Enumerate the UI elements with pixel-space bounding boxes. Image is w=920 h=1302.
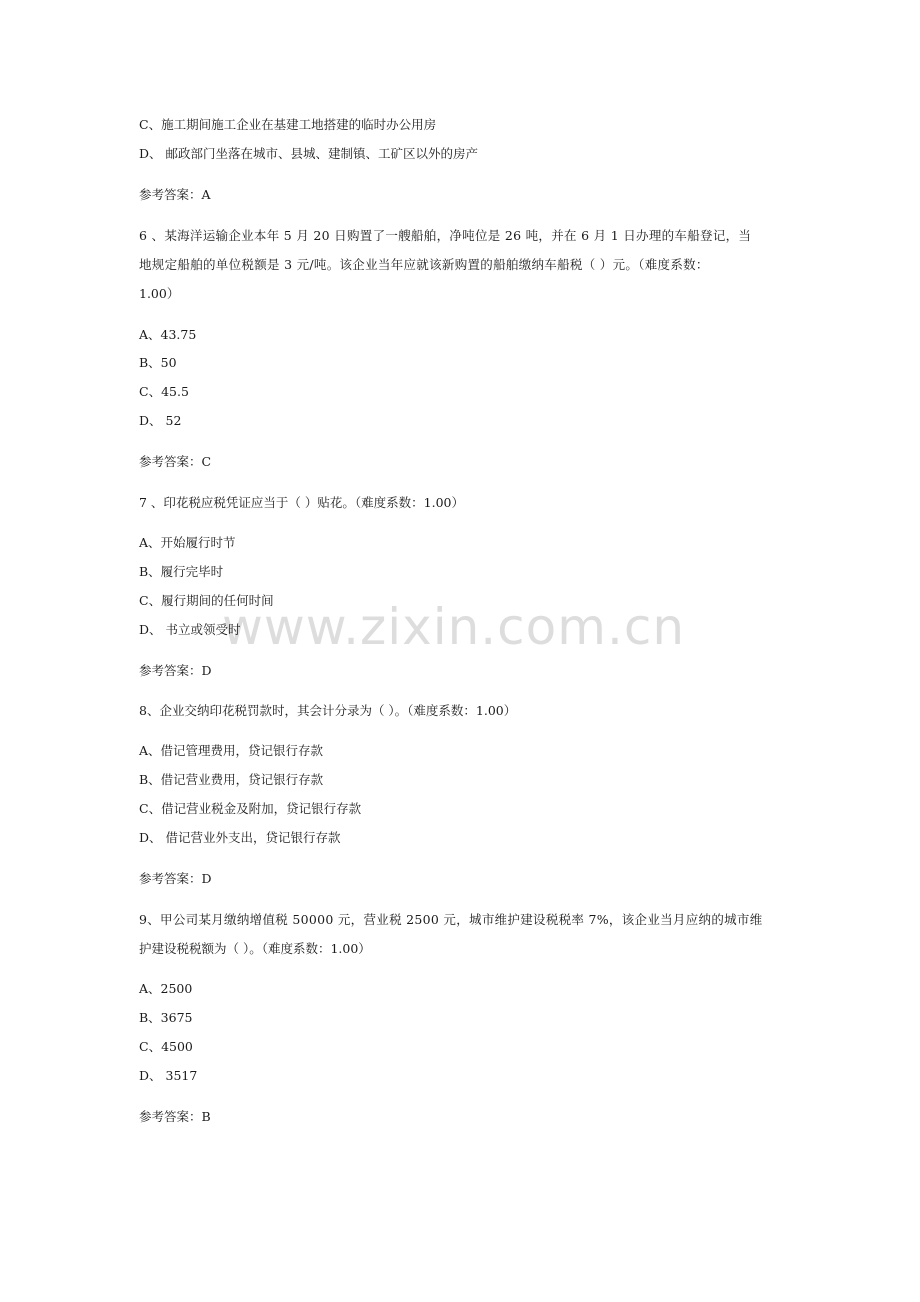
q8-option-c: C、借记营业税金及附加，贷记银行存款 xyxy=(139,801,362,816)
q6-option-c: C、45.5 xyxy=(139,384,189,399)
watermark: www.zixin.com.cn xyxy=(222,598,686,656)
q9-text-line-1: 9、甲公司某月缴纳增值税 50000 元，营业税 2500 元，城市维护建设税税率 7%，该企业当月应纳的城市维 xyxy=(139,912,763,927)
q9-option-d: D、 3517 xyxy=(139,1068,198,1083)
q6-option-d: D、 52 xyxy=(139,413,182,428)
q8-option-a: A、借记管理费用，贷记银行存款 xyxy=(139,743,324,758)
q8-option-b: B、借记营业费用，贷记银行存款 xyxy=(139,772,324,787)
q7-option-d: D、 书立或领受时 xyxy=(139,622,241,637)
q7-text-line-1: 7 、印花税应税凭证应当于（ ）贴花。（难度系数：1.00） xyxy=(139,495,464,510)
q9-option-a: A、2500 xyxy=(139,981,193,996)
q5-option-c: C、施工期间施工企业在基建工地搭建的临时办公用房 xyxy=(139,117,437,132)
q8-text-line-1: 8、企业交纳印花税罚款时，其会计分录为（ ）。（难度系数：1.00） xyxy=(139,703,517,718)
q7-option-c: C、履行期间的任何时间 xyxy=(139,593,274,608)
q8-option-d: D、 借记营业外支出，贷记银行存款 xyxy=(139,830,341,845)
q8-answer: 参考答案：D xyxy=(139,871,212,886)
q9-text-line-2: 护建设税税额为（ ）。（难度系数：1.00） xyxy=(139,941,371,956)
q9-option-c: C、4500 xyxy=(139,1039,193,1054)
q9-answer: 参考答案：B xyxy=(139,1109,211,1124)
q9-option-b: B、3675 xyxy=(139,1010,193,1025)
q7-option-a: A、开始履行时节 xyxy=(139,535,236,550)
q7-answer: 参考答案：D xyxy=(139,663,212,678)
q6-option-a: A、43.75 xyxy=(139,327,197,342)
q6-text-line-2: 地规定船舶的单位税额是 3 元/吨。该企业当年应就该新购置的船舶缴纳车船税（ ）元。（难度系数： xyxy=(139,257,709,272)
q6-option-b: B、50 xyxy=(139,355,177,370)
q5-option-d: D、 邮政部门坐落在城市、县城、建制镇、工矿区以外的房产 xyxy=(139,146,478,161)
q7-option-b: B、履行完毕时 xyxy=(139,564,224,579)
q6-text-line-1: 6 、某海洋运输企业本年 5 月 20 日购置了一艘船舶，净吨位是 26 吨，并在 6 月 1 日办理的车船登记，当 xyxy=(139,228,752,243)
q5-answer: 参考答案：A xyxy=(139,187,211,202)
q6-answer: 参考答案：C xyxy=(139,454,212,469)
q6-text-line-3: 1.00） xyxy=(139,286,180,301)
